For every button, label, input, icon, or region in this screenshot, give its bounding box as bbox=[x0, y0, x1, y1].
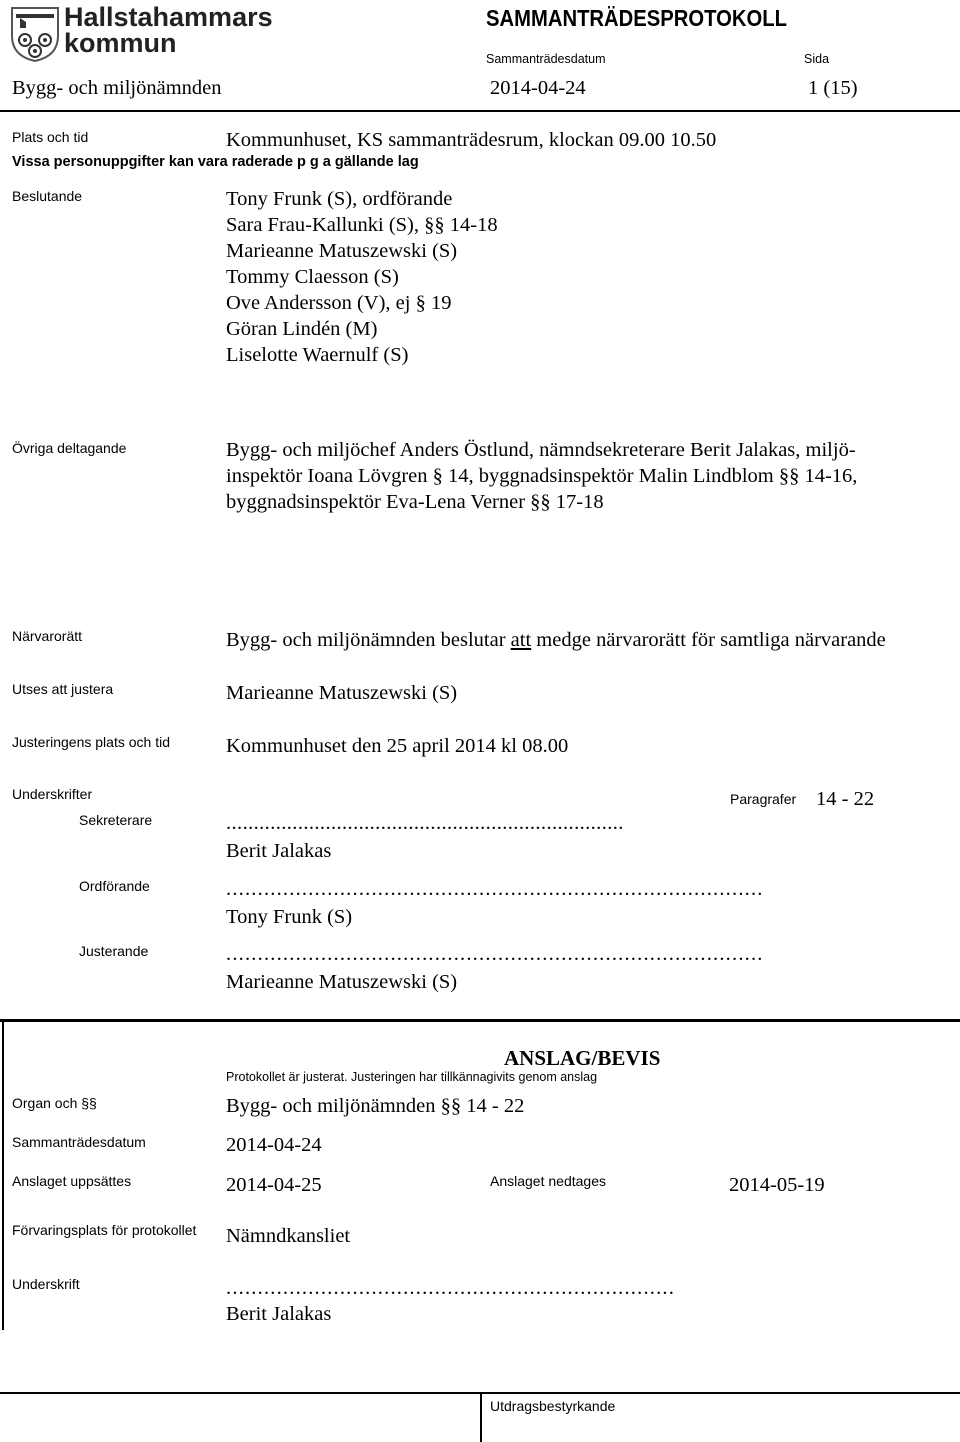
decider-item: Göran Lindén (M) bbox=[226, 318, 378, 340]
decider-item: Tommy Claesson (S) bbox=[226, 266, 399, 288]
decider-item: Marieanne Matuszewski (S) bbox=[226, 240, 458, 262]
secretary-label: Sekreterare bbox=[79, 812, 153, 828]
presence-value bbox=[226, 627, 886, 653]
org-name-line2: kommun bbox=[64, 28, 177, 58]
notice-date-value: 2014-04-24 bbox=[226, 1134, 322, 1156]
header-divider bbox=[0, 110, 960, 112]
deciders-list bbox=[226, 186, 498, 368]
storage-label: Förvaringsplats för protokollet bbox=[12, 1222, 197, 1238]
privacy-notice: Vissa personuppgifter kan vara raderade p g a gällande lag bbox=[12, 154, 419, 170]
signature-name: Berit Jalakas bbox=[226, 1303, 332, 1325]
notice-left-border bbox=[2, 1019, 4, 1330]
chair-name: Tony Frunk (S) bbox=[226, 906, 353, 928]
posted-label: Anslaget uppsättes bbox=[12, 1173, 132, 1189]
meeting-date: 2014-04-24 bbox=[490, 77, 586, 99]
org-name-line1: Hallstahammars bbox=[64, 2, 273, 32]
place-value: Kommunhuset, KS sammanträdesrum, klockan 09.00 10.50 bbox=[226, 129, 717, 151]
notice-top-border bbox=[0, 1019, 960, 1022]
decider-item: Liselotte Waernulf (S) bbox=[226, 344, 409, 366]
others-line: inspektör Ioana Lövgren § 14, byggnadsinspektör Malin Lindblom §§ 14-16, bbox=[226, 465, 858, 487]
municipality-logo bbox=[10, 6, 60, 62]
notice-date-label: Sammanträdesdatum bbox=[12, 1134, 146, 1150]
others-line: Bygg- och miljöchef Anders Östlund, nämndsekreterare Berit Jalakas, miljö- bbox=[226, 439, 856, 461]
page-number: 1 (15) bbox=[808, 77, 858, 99]
adjust-place-value: Kommunhuset den 25 april 2014 kl 08.00 bbox=[226, 735, 569, 757]
adjuster-label: Utses att justera bbox=[12, 681, 114, 697]
signatures-label: Underskrifter bbox=[12, 786, 93, 802]
removed-label: Anslaget nedtages bbox=[490, 1173, 606, 1189]
presence-text-after: medge närvarorätt för samtliga närvarande bbox=[531, 629, 886, 651]
decider-item: Sara Frau-Kallunki (S), §§ 14-18 bbox=[226, 214, 498, 236]
adjuster-signature-line: ..................................................................................... bbox=[226, 943, 764, 965]
place-label: Plats och tid bbox=[12, 129, 89, 145]
adjuster-sign-label: Justerande bbox=[79, 943, 149, 959]
others-line: byggnadsinspektör Eva-Lena Verner §§ 17-18 bbox=[226, 491, 604, 513]
adjust-place-label: Justeringens plats och tid bbox=[12, 734, 170, 750]
deciders-label: Beslutande bbox=[12, 188, 83, 204]
coat-of-arms-icon bbox=[10, 6, 60, 62]
organ-value: Bygg- och miljönämnden §§ 14 - 22 bbox=[226, 1095, 525, 1117]
board-name: Bygg- och miljönämnden bbox=[12, 77, 222, 99]
paragraphs-value: 14 - 22 bbox=[816, 788, 875, 810]
presence-label: Närvarorätt bbox=[12, 628, 83, 644]
secretary-name: Berit Jalakas bbox=[226, 840, 332, 862]
others-text bbox=[226, 437, 857, 515]
decider-item: Ove Andersson (V), ej § 19 bbox=[226, 292, 452, 314]
others-label: Övriga deltagande bbox=[12, 440, 127, 456]
signature-label: Underskrift bbox=[12, 1276, 80, 1292]
storage-value: Nämndkansliet bbox=[226, 1225, 351, 1247]
meeting-date-label: Sammanträdesdatum bbox=[486, 52, 606, 66]
extract-certification-label: Utdragsbestyrkande bbox=[490, 1398, 616, 1414]
chair-signature-line: ..................................................................................... bbox=[226, 878, 764, 900]
paragraphs-label: Paragrafer bbox=[730, 791, 797, 807]
secretary-signature-line: ........................................................................ bbox=[226, 812, 624, 834]
chair-label: Ordförande bbox=[79, 878, 150, 894]
presence-text-before: Bygg- och miljönämnden beslutar bbox=[226, 629, 511, 651]
notice-subtitle: Protokollet är justerat. Justeringen har tillkännagivits genom anslag bbox=[226, 1070, 598, 1084]
signature-dots: ....................................................................... bbox=[226, 1277, 676, 1299]
footer-vertical-divider bbox=[480, 1392, 482, 1442]
notice-title: ANSLAG/BEVIS bbox=[504, 1046, 661, 1070]
presence-att: att bbox=[510, 629, 532, 651]
document-title: SAMMANTRÄDESPROTOKOLL bbox=[486, 5, 787, 31]
decider-item: Tony Frunk (S), ordförande bbox=[226, 188, 453, 210]
organ-label: Organ och §§ bbox=[12, 1095, 97, 1111]
adjuster-name: Marieanne Matuszewski (S) bbox=[226, 971, 458, 993]
page-label: Sida bbox=[804, 52, 830, 66]
posted-value: 2014-04-25 bbox=[226, 1174, 322, 1196]
removed-value: 2014-05-19 bbox=[729, 1174, 825, 1196]
adjuster-value: Marieanne Matuszewski (S) bbox=[226, 682, 458, 704]
